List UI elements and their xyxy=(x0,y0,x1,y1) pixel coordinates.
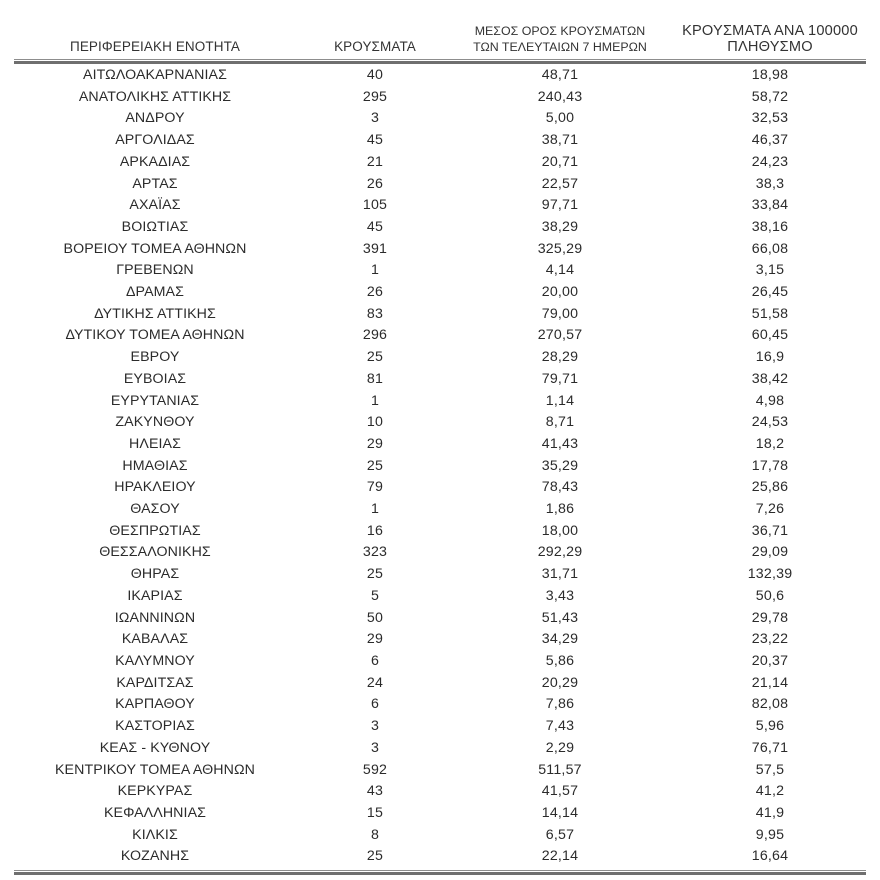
cell-per-100000: 36,71 xyxy=(751,522,789,539)
column-header-region xyxy=(10,0,300,58)
cell-per-100000: 16,9 xyxy=(755,349,785,366)
cell-region: ΚΑΡΔΙΤΣΑΣ xyxy=(116,674,194,691)
cell-weekly-average: 511,57 xyxy=(538,761,582,778)
table-row xyxy=(10,521,870,543)
cell-cases: 1 xyxy=(370,501,380,518)
cell-region: ΑΡΤΑΣ xyxy=(132,175,178,192)
cell-weekly-average: 240,43 xyxy=(537,88,583,105)
cell-region: ΓΡΕΒΕΝΩΝ xyxy=(116,262,194,279)
cell-region: ΔΥΤΙΚΟΥ ΤΟΜΕΑ ΑΘΗΝΩΝ xyxy=(65,327,245,344)
header-rule-cell xyxy=(10,58,870,65)
cell-per-100000: 5,96 xyxy=(755,718,785,735)
cell-per-100000: 66,08 xyxy=(751,240,789,257)
cell-weekly-average: 7,86 xyxy=(545,696,575,713)
cell-weekly-average: 14,14 xyxy=(541,804,579,821)
table-row xyxy=(10,174,870,196)
table-row xyxy=(10,130,870,152)
column-header-per-100000-line1: ΚΡΟΥΣΜΑΤΑ ΑΝΑ 100000 xyxy=(682,23,858,39)
cell-weekly-average: 22,14 xyxy=(541,848,579,865)
table-row xyxy=(10,456,870,478)
cell-weekly-average: 4,14 xyxy=(545,262,575,279)
cell-region: ΑΡΓΟΛΙΔΑΣ xyxy=(115,132,195,149)
cell-per-100000: 50,6 xyxy=(755,587,785,604)
cell-cases: 6 xyxy=(370,696,380,713)
footer-rule-line xyxy=(14,870,866,875)
cell-region: ΗΡΑΚΛΕΙΟΥ xyxy=(114,479,196,496)
cell-per-100000: 17,78 xyxy=(751,457,789,474)
cell-cases: 6 xyxy=(370,652,380,669)
cell-region: ΘΗΡΑΣ xyxy=(130,566,180,583)
table-row xyxy=(10,564,870,586)
cell-cases: 24 xyxy=(366,674,384,691)
cell-cases: 3 xyxy=(370,739,380,756)
cell-cases: 40 xyxy=(366,67,384,83)
cell-cases: 10 xyxy=(366,414,384,431)
cell-cases: 105 xyxy=(362,197,388,214)
footer-rule-cell xyxy=(10,868,870,876)
cell-per-100000: 38,3 xyxy=(755,175,785,192)
column-header-weekly-average-line1: ΜΕΣΟΣ ΟΡΟΣ ΚΡΟΥΣΜΑΤΩΝ xyxy=(474,24,646,38)
cell-weekly-average: 41,57 xyxy=(541,783,579,800)
cell-weekly-average: 270,57 xyxy=(537,327,583,344)
cell-region: ΘΕΣΠΡΩΤΙΑΣ xyxy=(109,522,201,539)
table-row xyxy=(10,369,870,391)
cell-cases: 81 xyxy=(366,370,384,387)
cell-region: ΚΙΛΚΙΣ xyxy=(132,826,178,843)
cell-cases: 296 xyxy=(362,327,388,344)
cell-region: ΗΛΕΙΑΣ xyxy=(129,435,181,452)
table-row xyxy=(10,434,870,456)
cell-weekly-average: 292,29 xyxy=(537,544,583,561)
cell-region: ΕΒΡΟΥ xyxy=(130,349,180,366)
table-row xyxy=(10,87,870,109)
cell-region: ΚΟΖΑΝΗΣ xyxy=(120,848,190,865)
cell-cases: 8 xyxy=(370,826,380,843)
table-row xyxy=(10,825,870,847)
cell-region: ΖΑΚΥΝΘΟΥ xyxy=(115,414,195,431)
cell-weekly-average: 325,29 xyxy=(537,240,583,257)
cell-cases: 26 xyxy=(366,175,384,192)
cell-per-100000: 57,5 xyxy=(755,761,785,778)
cell-per-100000: 25,86 xyxy=(751,479,789,496)
cell-weekly-average: 41,43 xyxy=(541,435,579,452)
cell-per-100000: 4,98 xyxy=(755,392,785,409)
cell-cases: 25 xyxy=(366,457,384,474)
cell-weekly-average: 20,00 xyxy=(541,284,579,301)
table-row xyxy=(10,781,870,803)
table-row xyxy=(10,586,870,608)
cell-weekly-average: 1,86 xyxy=(545,501,575,518)
cell-cases: 25 xyxy=(366,848,384,865)
cell-region: ΙΚΑΡΙΑΣ xyxy=(127,587,183,604)
cell-weekly-average: 2,29 xyxy=(545,739,575,756)
cell-region: ΑΙΤΩΛΟΑΚΑΡΝΑΝΙΑΣ xyxy=(83,67,227,83)
cell-per-100000: 18,98 xyxy=(751,67,789,83)
cell-cases: 45 xyxy=(366,218,384,235)
cell-region: ΚΕΑΣ - ΚΥΘΝΟΥ xyxy=(99,739,211,756)
cell-region: ΔΡΑΜΑΣ xyxy=(125,284,184,301)
table-row xyxy=(10,477,870,499)
cell-weekly-average: 18,00 xyxy=(541,522,579,539)
column-header-cases xyxy=(300,0,450,58)
table-row xyxy=(10,65,870,87)
cell-per-100000: 82,08 xyxy=(751,696,789,713)
table-footer xyxy=(10,868,870,876)
cell-cases: 29 xyxy=(366,435,384,452)
cell-cases: 79 xyxy=(366,479,384,496)
cell-weekly-average: 7,43 xyxy=(545,718,575,735)
cell-per-100000: 46,37 xyxy=(751,132,789,149)
cell-region: ΚΑΛΥΜΝΟΥ xyxy=(115,652,195,669)
table-row xyxy=(10,694,870,716)
cell-region: ΘΕΣΣΑΛΟΝΙΚΗΣ xyxy=(99,544,211,561)
cell-cases: 43 xyxy=(366,783,384,800)
table-row xyxy=(10,760,870,782)
cell-weekly-average: 35,29 xyxy=(541,457,579,474)
cell-per-100000: 23,22 xyxy=(751,631,789,648)
cell-per-100000: 21,14 xyxy=(751,674,789,691)
cell-region: ΒΟΡΕΙΟΥ ΤΟΜΕΑ ΑΘΗΝΩΝ xyxy=(63,240,247,257)
cell-region: ΚΕΡΚΥΡΑΣ xyxy=(117,783,193,800)
header-rule-row xyxy=(10,58,870,65)
cell-per-100000: 3,15 xyxy=(755,262,785,279)
cell-cases: 25 xyxy=(366,566,384,583)
cell-per-100000: 51,58 xyxy=(751,305,789,322)
cell-cases: 16 xyxy=(366,522,384,539)
cell-region: ΑΧΑΪΑΣ xyxy=(129,197,181,214)
cell-region: ΕΥΡΥΤΑΝΙΑΣ xyxy=(110,392,200,409)
table-row xyxy=(10,195,870,217)
cell-cases: 592 xyxy=(362,761,388,778)
table-row xyxy=(10,239,870,261)
cell-weekly-average: 38,71 xyxy=(541,132,579,149)
cell-weekly-average: 38,29 xyxy=(541,218,579,235)
cell-weekly-average: 5,86 xyxy=(545,652,575,669)
cell-region: ΑΝΔΡΟΥ xyxy=(125,110,185,127)
cell-per-100000: 29,09 xyxy=(751,544,789,561)
cell-region: ΑΡΚΑΔΙΑΣ xyxy=(119,153,191,170)
cell-per-100000: 58,72 xyxy=(751,88,789,105)
cell-cases: 1 xyxy=(370,262,380,279)
cell-per-100000: 24,23 xyxy=(751,153,789,170)
table-row xyxy=(10,499,870,521)
cell-weekly-average: 5,00 xyxy=(545,110,575,127)
table-row xyxy=(10,716,870,738)
cell-per-100000: 60,45 xyxy=(751,327,789,344)
table-row xyxy=(10,542,870,564)
cell-cases: 29 xyxy=(366,631,384,648)
cell-region: ΔΥΤΙΚΗΣ ΑΤΤΙΚΗΣ xyxy=(94,305,216,322)
regional-cases-table xyxy=(10,0,870,876)
cell-cases: 391 xyxy=(362,240,388,257)
table-body xyxy=(10,65,870,868)
cell-cases: 26 xyxy=(366,284,384,301)
cell-cases: 295 xyxy=(362,88,388,105)
cell-region: ΘΑΣΟΥ xyxy=(130,501,180,518)
cell-per-100000: 132,39 xyxy=(747,566,793,583)
column-header-per-100000-line2: ΠΛΗΘΥΣΜΟ xyxy=(727,39,813,55)
cell-region: ΗΜΑΘΙΑΣ xyxy=(122,457,188,474)
header-row xyxy=(10,0,870,58)
cell-per-100000: 18,2 xyxy=(755,435,785,452)
cell-weekly-average: 79,00 xyxy=(541,305,579,322)
cell-cases: 15 xyxy=(366,804,384,821)
cell-per-100000: 41,2 xyxy=(755,783,785,800)
cell-cases: 5 xyxy=(370,587,380,604)
table-row xyxy=(10,673,870,695)
cell-per-100000: 20,37 xyxy=(751,652,789,669)
cell-weekly-average: 48,71 xyxy=(541,67,579,83)
cell-weekly-average: 6,57 xyxy=(545,826,575,843)
cell-per-100000: 38,42 xyxy=(751,370,789,387)
table-row xyxy=(10,608,870,630)
table-row xyxy=(10,108,870,130)
cell-cases: 45 xyxy=(366,132,384,149)
table-row xyxy=(10,217,870,239)
cell-weekly-average: 79,71 xyxy=(541,370,579,387)
table-row xyxy=(10,651,870,673)
table-row xyxy=(10,803,870,825)
table-header xyxy=(10,0,870,65)
cell-per-100000: 32,53 xyxy=(751,110,789,127)
cell-weekly-average: 20,29 xyxy=(541,674,579,691)
cell-cases: 21 xyxy=(366,153,384,170)
table-row xyxy=(10,260,870,282)
table-row xyxy=(10,347,870,369)
cell-region: ΒΟΙΩΤΙΑΣ xyxy=(121,218,189,235)
cell-per-100000: 9,95 xyxy=(755,826,785,843)
column-header-per-100000 xyxy=(670,0,870,58)
cell-per-100000: 76,71 xyxy=(751,739,789,756)
cell-cases: 83 xyxy=(366,305,384,322)
header-rule-line xyxy=(14,59,866,64)
cell-per-100000: 24,53 xyxy=(751,414,789,431)
cell-region: ΚΑΣΤΟΡΙΑΣ xyxy=(115,718,195,735)
cell-region: ΚΑΒΑΛΑΣ xyxy=(121,631,189,648)
table-row xyxy=(10,412,870,434)
cell-weekly-average: 8,71 xyxy=(545,414,575,431)
cell-region: ΚΕΝΤΡΙΚΟΥ ΤΟΜΕΑ ΑΘΗΝΩΝ xyxy=(54,761,256,778)
cell-weekly-average: 28,29 xyxy=(541,349,579,366)
footer-rule-row xyxy=(10,868,870,876)
cell-weekly-average: 51,43 xyxy=(541,609,579,626)
cell-region: ΕΥΒΟΙΑΣ xyxy=(123,370,187,387)
cell-region: ΑΝΑΤΟΛΙΚΗΣ ΑΤΤΙΚΗΣ xyxy=(78,88,232,105)
table-row xyxy=(10,304,870,326)
cell-region: ΚΕΦΑΛΛΗΝΙΑΣ xyxy=(103,804,207,821)
cell-cases: 3 xyxy=(370,718,380,735)
cell-weekly-average: 22,57 xyxy=(541,175,579,192)
cell-region: ΙΩΑΝΝΙΝΩΝ xyxy=(114,609,196,626)
cell-per-100000: 41,9 xyxy=(755,804,785,821)
table-row xyxy=(10,282,870,304)
cell-weekly-average: 78,43 xyxy=(541,479,579,496)
table-row xyxy=(10,325,870,347)
cell-weekly-average: 1,14 xyxy=(545,392,575,409)
cell-weekly-average: 3,43 xyxy=(545,587,575,604)
table-row xyxy=(10,738,870,760)
cell-cases: 3 xyxy=(370,110,380,127)
cell-weekly-average: 20,71 xyxy=(541,153,579,170)
cell-per-100000: 7,26 xyxy=(755,501,785,518)
column-header-region-label: ΠΕΡΙΦΕΡΕΙΑΚΗ ΕΝΟΤΗΤΑ xyxy=(69,39,241,54)
cell-per-100000: 16,64 xyxy=(751,848,789,865)
cell-weekly-average: 34,29 xyxy=(541,631,579,648)
cell-weekly-average: 97,71 xyxy=(541,197,579,214)
table-row xyxy=(10,152,870,174)
table-row xyxy=(10,391,870,413)
cell-cases: 323 xyxy=(362,544,388,561)
cell-region: ΚΑΡΠΑΘΟΥ xyxy=(115,696,195,713)
cell-per-100000: 26,45 xyxy=(751,284,789,301)
cell-cases: 1 xyxy=(370,392,380,409)
table-row xyxy=(10,846,870,868)
column-header-cases-label: ΚΡΟΥΣΜΑΤΑ xyxy=(334,39,416,54)
table-row xyxy=(10,629,870,651)
cell-per-100000: 38,16 xyxy=(751,218,789,235)
cell-per-100000: 33,84 xyxy=(751,197,789,214)
cell-cases: 25 xyxy=(366,349,384,366)
cell-weekly-average: 31,71 xyxy=(541,566,579,583)
cell-cases: 50 xyxy=(366,609,384,626)
column-header-weekly-average xyxy=(450,0,670,58)
cell-per-100000: 29,78 xyxy=(751,609,789,626)
column-header-weekly-average-line2: ΤΩΝ ΤΕΛΕΥΤΑΙΩΝ 7 ΗΜΕΡΩΝ xyxy=(473,40,647,54)
